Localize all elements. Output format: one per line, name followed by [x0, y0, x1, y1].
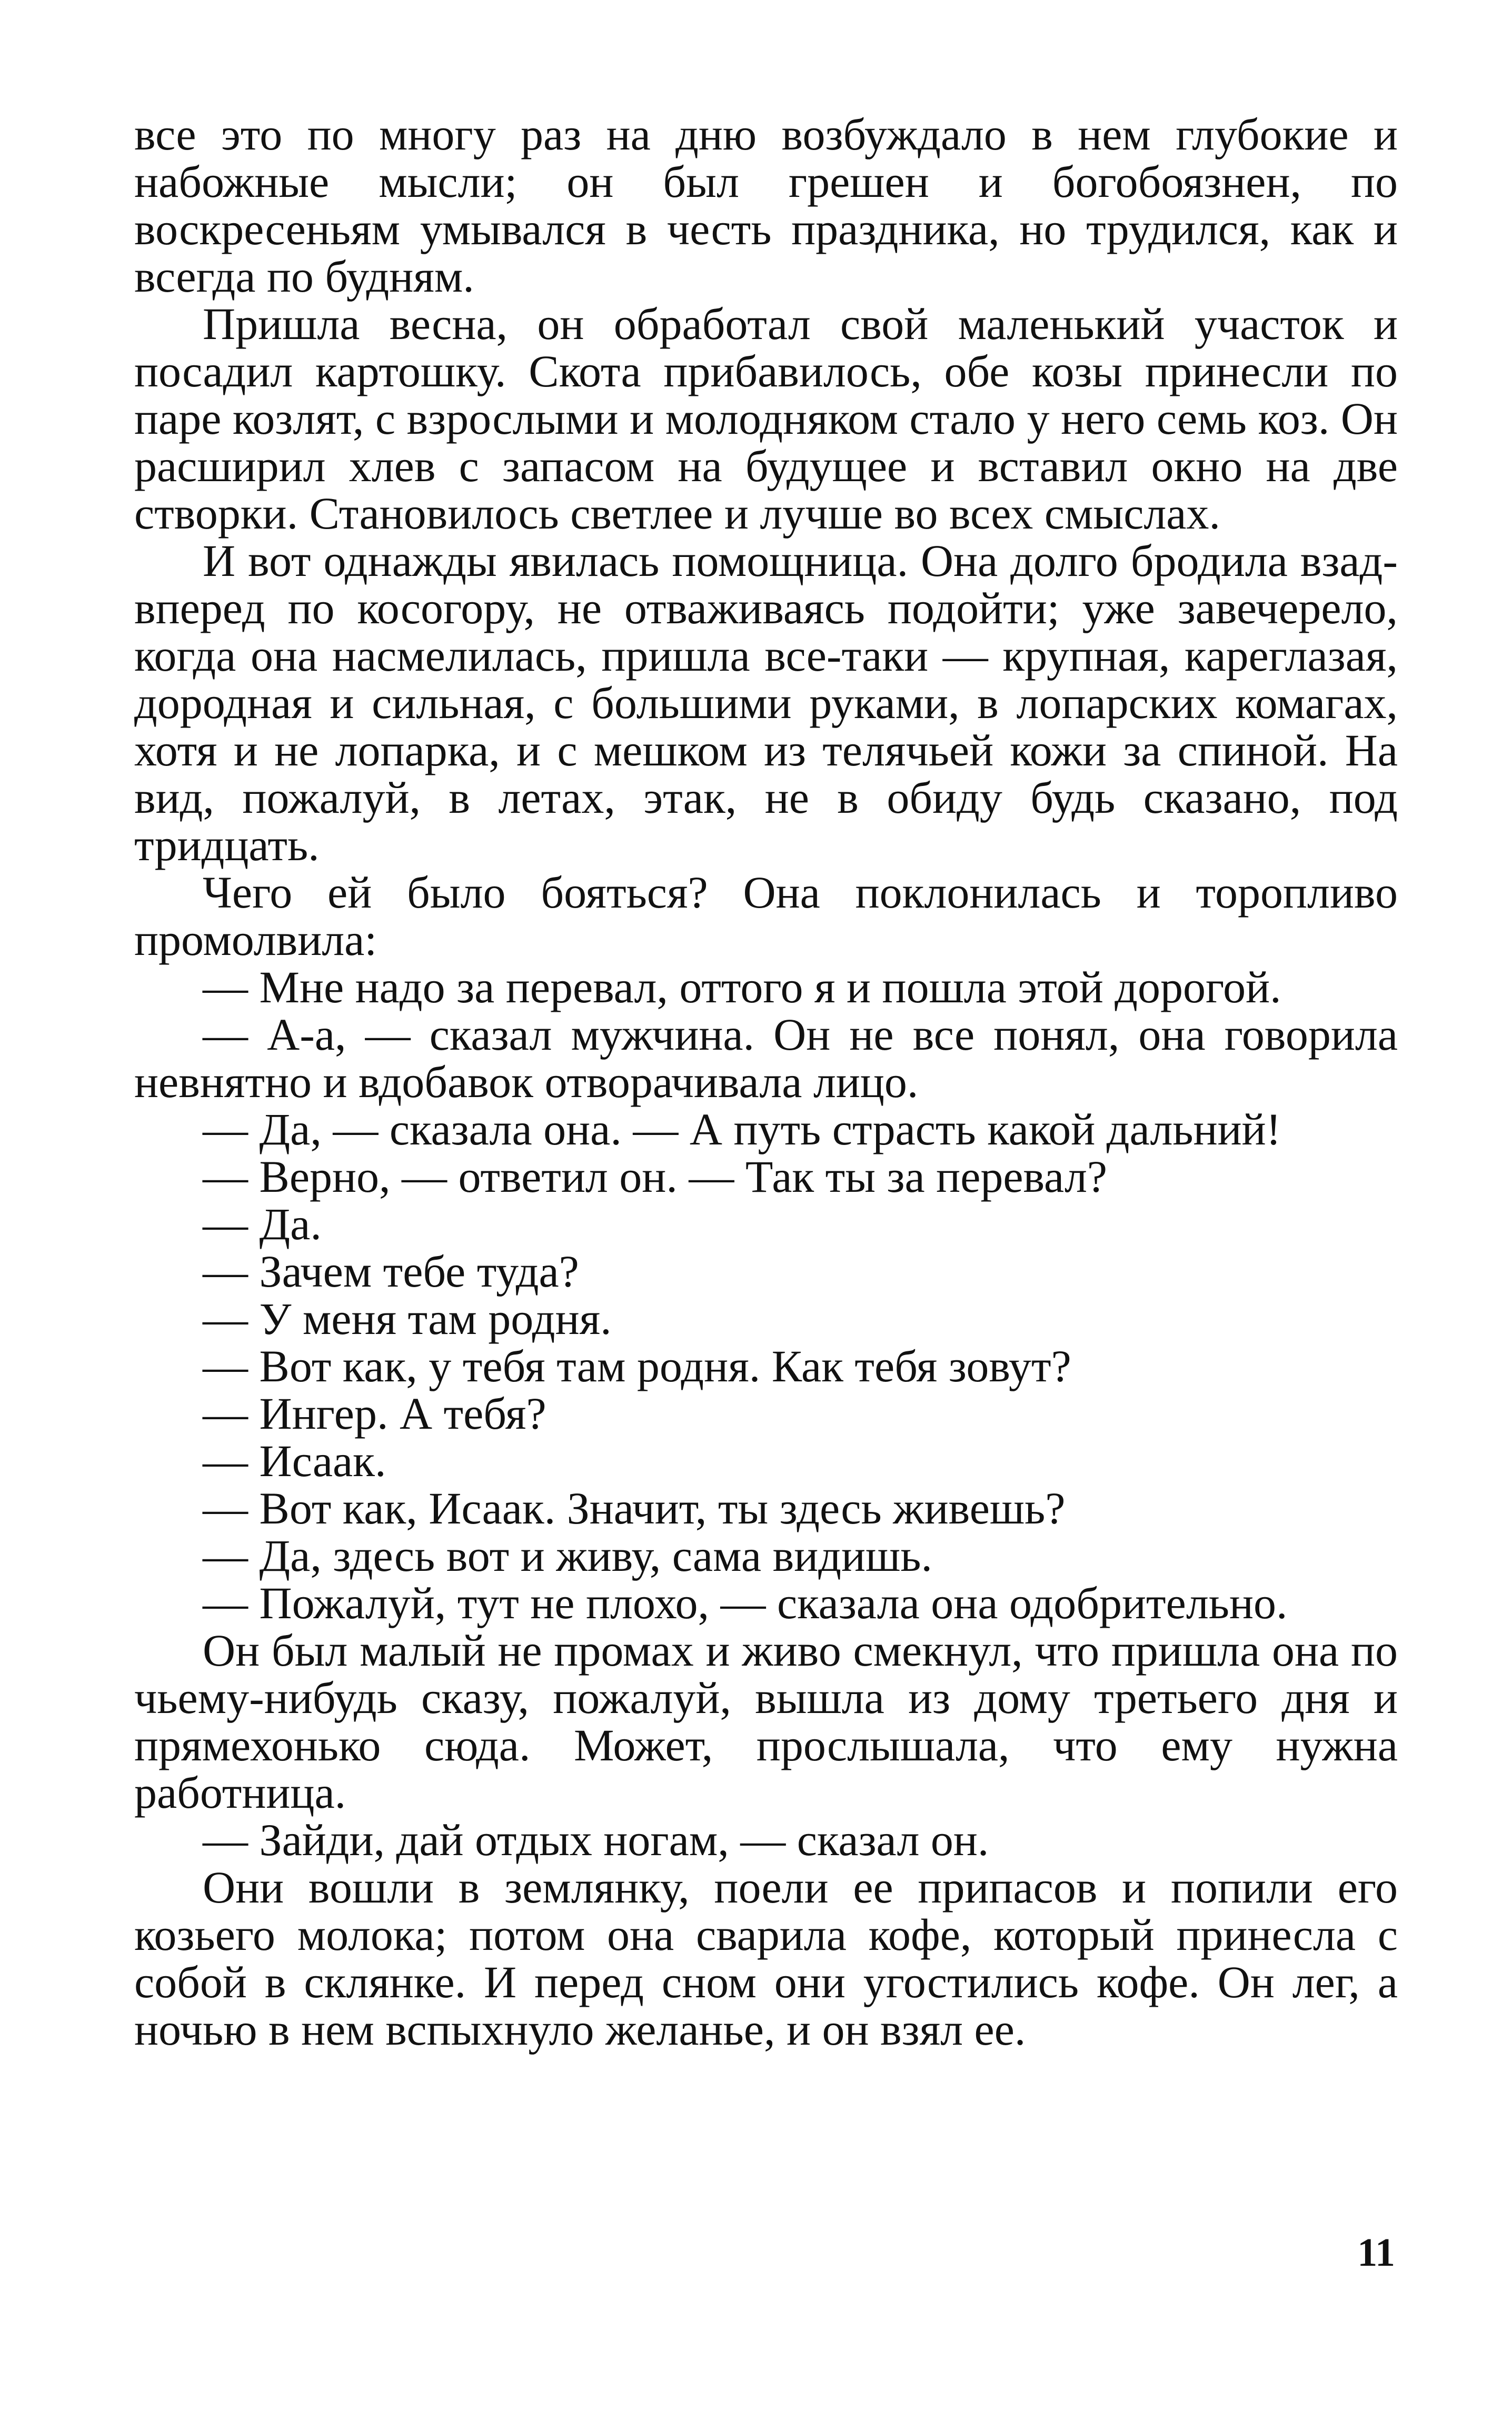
page-body [134, 111, 1398, 2053]
dialogue-line-9: — Ингер. А тебя? [203, 1388, 546, 1439]
dialogue-line-14: — Зайди, дай отдых ногам, — сказал он. [203, 1815, 989, 1865]
dialogue-line-2: — А-а, — сказал мужчина. Он не все понял, она говорила невнятно и вдобавок отворачивала лицо. [134, 1009, 1398, 1107]
paragraph-2: Пришла весна, он обработал свой маленький участок и посадил картошку. Скота прибавилось, обе козы принесли по паре козлят, с взрослыми и молодняком стало у него семь коз. Он расширил хлев с запасом на будущее и вставил окно на две створки. Становилось светлее и лучше во всех смыслах. [134, 298, 1398, 539]
dialogue-line-5: — Да. [203, 1199, 322, 1249]
dialogue-line-10: — Исаак. [203, 1436, 386, 1486]
paragraph-6: Они вошли в землянку, поели ее припасов и попили его козьего молока; потом она сварила кофе, который принесла с собой в склянке. И перед сном они угостились кофе. Он лег, а ночью в нем вспыхнуло желанье, и он взял ее. [134, 1862, 1398, 2055]
page-number: 11 [1357, 2230, 1395, 2275]
paragraph-4: Чего ей было бояться? Она поклонилась и торопливо промолвила: [134, 867, 1398, 965]
dialogue-line-4: — Верно, — ответил он. — Так ты за перевал? [203, 1151, 1108, 1202]
dialogue-line-11: — Вот как, Исаак. Значит, ты здесь живешь? [203, 1483, 1066, 1533]
paragraph-3: И вот однажды явилась помощница. Она долго бродила взад-вперед по косогору, не отваживаясь подойти; уже завечерело, когда она насмелилась, пришла все-таки — крупная, кареглазая, дородная и сильная, с большими руками, в лопарских комагах, хотя и не лопарка, и с мешком из телячьей кожи за спиной. На вид, пожалуй, в летах, этак, не в обиду будь сказано, под тридцать. [134, 535, 1398, 870]
dialogue-line-7: — У меня там родня. [203, 1293, 612, 1344]
dialogue-line-3: — Да, — сказала она. — А путь страсть какой дальний! [203, 1104, 1281, 1154]
paragraph-1: все это по многу раз на дню возбуждало в нем глубокие и набожные мысли; он был грешен и богобоязнен, по воскресеньям умывался в честь праздника, но трудился, как и всегда по будням. [134, 109, 1398, 302]
dialogue-line-13: — Пожалуй, тут не плохо, — сказала она одобрительно. [203, 1578, 1288, 1628]
dialogue-line-1: — Мне надо за перевал, оттого я и пошла этой дорогой. [203, 962, 1281, 1012]
dialogue-line-12: — Да, здесь вот и живу, сама видишь. [203, 1530, 932, 1581]
paragraph-5: Он был малый не промах и живо смекнул, что пришла она по чьему-нибудь сказу, пожалуй, вышла из дому третьего дня и прямехонько сюда. Может, прослышала, что ему нужна работница. [134, 1625, 1398, 1818]
dialogue-line-8: — Вот как, у тебя там родня. Как тебя зовут? [203, 1341, 1071, 1391]
dialogue-line-6: — Зачем тебе туда? [203, 1246, 579, 1297]
